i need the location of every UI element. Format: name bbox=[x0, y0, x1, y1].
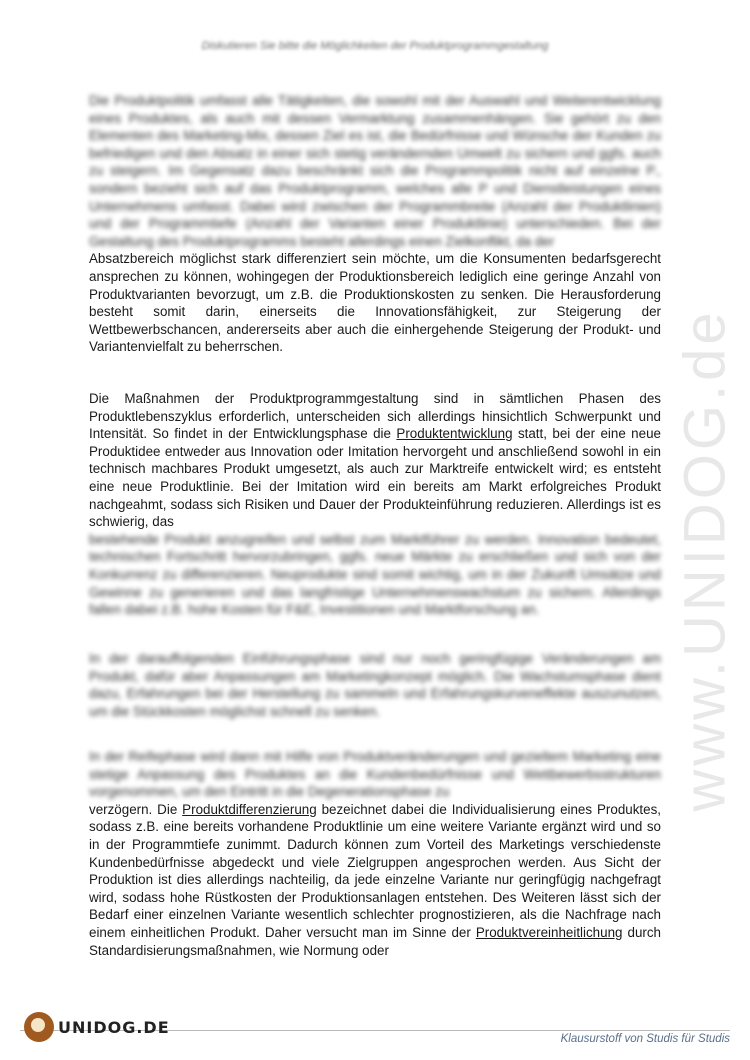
link-produktvereinheitlichung[interactable]: Produktvereinheitlichung bbox=[475, 924, 623, 940]
paragraph-2 bbox=[89, 390, 661, 619]
paragraph-1 bbox=[89, 92, 661, 356]
page-title: Diskutieren Sie bitte die Möglichkeiten der Produktprogrammgestaltung bbox=[201, 40, 549, 52]
paragraph-4 bbox=[89, 748, 661, 959]
dog-icon bbox=[24, 1012, 54, 1042]
paragraph-3 bbox=[89, 650, 661, 720]
unidog-logo[interactable] bbox=[24, 1012, 170, 1042]
blurred-text: bestehende Produkt anzugreifen und selbst zum Marktführer zu werden. Innovation bedeutet, technischen Fortschritt hervorzubringen, ggfs. neue Märkte zu erschließen und sich von der Konkurrenz zu differenzieren. Neuprodukte sind somit wichtig, um in der Zukunft Umsätze und Gewinne zu generieren und das langfristige Unternehmenswachstum zu sichern. Allerdings fallen dabei z.B. hohe Kosten für F&E, Investitionen und Marktforschung an. bbox=[89, 531, 661, 618]
paragraph-text: Die Maßnahmen der Produktprogrammgestaltung sind in sämtlichen Phasen des Produktlebenszyklus erforderlich, unterscheiden sich allerdings hinsichtlich Schwerpunkt und Intensität. So findet in der Entwicklungsphase die Produktentwicklung statt, bei der eine neue Produktidee entweder aus Innovation oder Imitation hervorgeht und anschließend sowohl in ein technisch machbares Produkt umgesetzt, als auch zur Marktreife entwickelt wird; es entsteht eine neue Produktlinie. Bei der Imitation wird ein bereits am Markt erfolgreiches Produkt nachgeahmt, sodass sich Risiken und Dauer der Produkteinführung reduzieren. Allerdings ist es schwierig, das bbox=[89, 391, 661, 530]
footer-tagline: Klausurstoff von Studis für Studis bbox=[560, 1033, 730, 1045]
watermark: www.UNIDOG.de bbox=[672, 308, 738, 812]
blurred-text: Die Produktpolitik umfasst alle Tätigkeiten, die sowohl mit der Auswahl und Weiterentwicklung eines Produktes, als auch mit dessen Vermarktung zusammenhängen. Sie gehört zu den Elementen des Marketing-Mix, dessen Ziel es ist, die Bedürfnisse und Wünsche der Kunden zu befriedigen und den Absatz in einer sich stetig verändernden Umwelt zu sichern und ggfs. auch zu steigern. Im Gegensatz dazu beschränkt sich die Programmpolitik nicht auf einzelne P., sondern bezieht sich auf das Produktprogramm, welches alle P und Dienstleistungen eines Unternehmens umfasst. Dabei wird zwischen der Programmbreite (Anzahl der Produktlinien) und der Programmtiefe (Anzahl der Varianten einer Produktlinie) unterschieden. Bei der Gestaltung des Produktprogramms besteht allerdings einen Zielkonflikt, da der bbox=[89, 93, 661, 249]
link-produktentwicklung[interactable]: Produktentwicklung bbox=[396, 426, 513, 442]
logo-text: UNIDOG.DE bbox=[58, 1017, 170, 1037]
blurred-text: In der darauffolgenden Einführungsphase sind nur noch geringfügige Veränderungen am Produkt, dafür aber Anpassungen am Marketingkonzept möglich. Die Wachstumsphase dient dazu, Erfahrungen bei der Herstellung zu sammeln und Erfahrungskurveneffekte auszunutzen, um die Stückkosten möglichst schnell zu senken. bbox=[89, 651, 661, 719]
link-produktdifferenzierung[interactable]: Produktdifferenzierung bbox=[182, 801, 317, 817]
paragraph-text: Absatzbereich möglichst stark differenziert sein möchte, um die Konsumenten bedarfsgerecht ansprechen zu können, wohingegen der Produktionsbereich lediglich eine geringe Anzahl von Produktvarianten bevorzugt, um z.B. die Produktionskosten zu senken. Die Herausforderung besteht somit darin, einerseits die Innovationsfähigkeit, zur Steigerung der Wettbewerbschancen, andererseits aber auch die einhergehende Steigerung der Produkt- und Variantenvielfalt zu beherrschen. bbox=[89, 251, 661, 355]
paragraph-text: verzögern. Die Produktdifferenzierung bezeichnet dabei die Individualisierung eines Produktes, sodass z.B. eine bereits vorhandene Produktlinie um eine weitere Variante ergänzt wird und so in der Programmtiefe zunimmt. Dadurch können zum Vorteil des Marketings verschiedenste Kundenbedürfnisse abgedeckt und viele Zielgruppen angesprochen werden. Aus Sicht der Produktion ist dies allerdings nachteilig, da jede einzelne Variante nur geringfügig nachgefragt wird, sodass hohe Rüstkosten der Produktionsanlagen entstehen. Des Weiteren lässt sich der Bedarf einer einzelnen Variante wesentlich schlechter prognostizieren, als die Nachfrage nach einem einheitlichen Produkt. Daher versucht man im Sinne der Produktvereinheitlichung durch Standardisierungsmaßnahmen, wie Normung oder bbox=[89, 801, 661, 958]
blurred-text: In der Reifephase wird dann mit Hilfe von Produktveränderungen und gezieltem Marketing eine stetige Anpassung des Produktes an die Kundenbedürfnisse und Wettbewerbsstrukturen vorgenommen, um den Eintritt in die Degenerationsphase zu bbox=[89, 749, 661, 800]
